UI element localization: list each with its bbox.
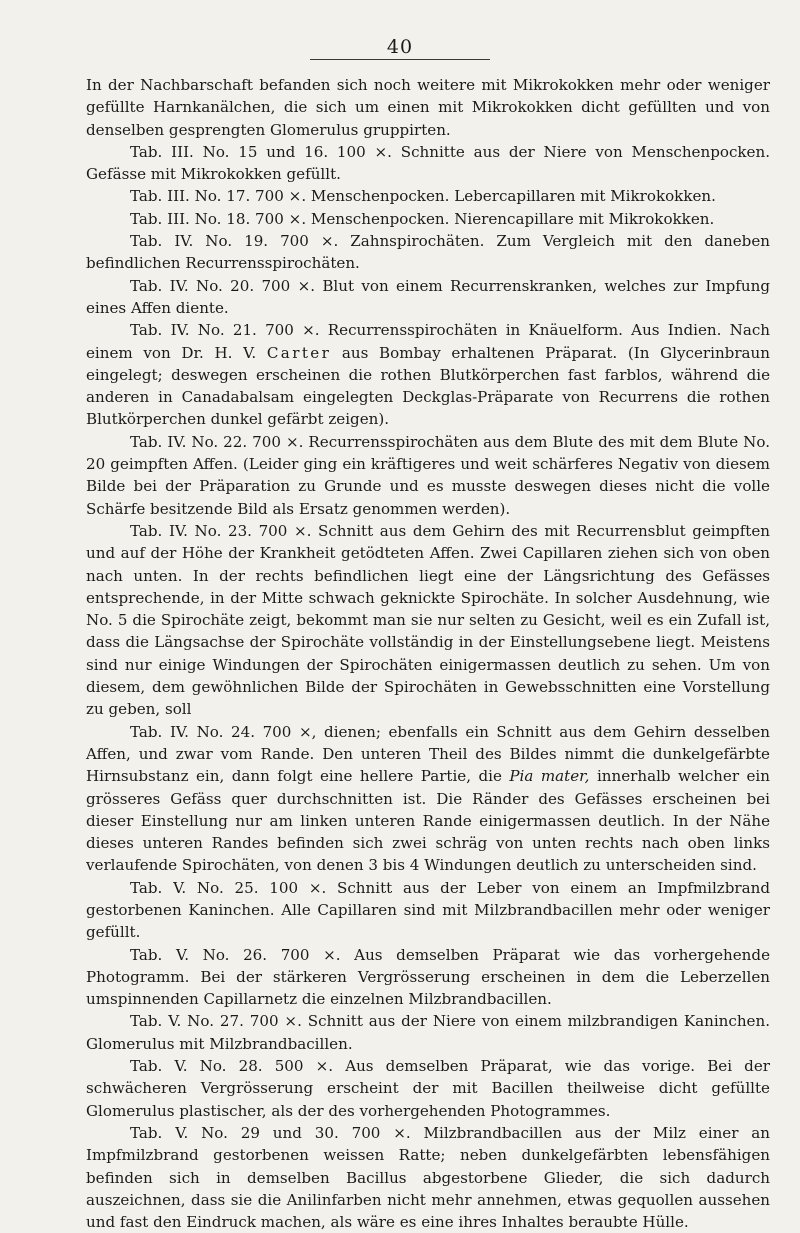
paragraph: Tab. IV. No. 23. 700 ×. Schnitt aus dem Gehirn des mit Recurrensblut geimpften und auf der Höhe der Krankheit getödteten Affen. Zwei Capillaren ziehen sich von oben nach unten. In der rechts befindlichen liegt eine der Längsrichtung des Gefässes entsprechende, in der Mitte schwach geknickte Spirochäte. In solcher Ausdehnung, wie No. 5 die Spirochäte zeigt, bekommt man sie nur selten zu Gesicht, weil es ein Zufall ist, dass die Längsachse der Spirochäte vollständig in der Einstellungsebene liegt. Meistens sind nur einige Windungen der Spirochäten einigermassen deutlich zu sehen. Um von diesem, dem gewöhnlichen Bilde der Spirochäten in Gewebsschnitten eine Vorstellung zu geben, soll	[86, 521, 770, 719]
paragraph: Tab. IV. No. 19. 700 ×. Zahnspirochäten. Zum Vergleich mit den daneben befindlichen Recurrensspirochäten.	[86, 232, 770, 273]
paragraph: Tab. III. No. 17. 700 ×. Menschenpocken. Lebercapillaren mit Mikrokokken.	[130, 187, 716, 206]
paragraph: Tab. IV. No. 22. 700 ×. Recurrensspirochäten aus dem Blute des mit dem Blute No. 20 geimpften Affen. (Leider ging ein kräftigeres und weit schärferes Negativ von diesem Bilde bei der Präparation zu Grunde und es musste deswegen dieses nicht die volle Schärfe besitzende Bild als Ersatz genommen werden).	[86, 432, 770, 518]
paragraph-text: innerhalb welcher ein grösseres Gefäss quer durchschnitten ist. Die Ränder des Gefässes erscheinen bei dieser Einstellung nur am linken unteren Rande einigermassen deutlich. In der Nähe dieses unteren Randes befinden sich zwei schräg von unten rechts nach oben links verlaufende Spirochäten, von denen 3 bis 4 Windungen deutlich zu unterscheiden sind.	[86, 767, 770, 875]
author-name-spaced: Carter	[266, 343, 332, 362]
paragraph: Tab. V. No. 27. 700 ×. Schnitt aus der Niere von einem milzbrandigen Kaninchen. Glomerulus mit Milzbrandbacillen.	[86, 1012, 770, 1053]
paragraph-text: Tab. IV. No. 21. 700 ×. Recurrensspirochäten in Knäuelform. Aus Indien. Nach einem von Dr. H. V.	[86, 321, 770, 362]
paragraph: Tab. V. No. 26. 700 ×. Aus demselben Präparat wie das vorhergehende Photogramm. Bei der stärkeren Vergrösserung erscheinen in dem die Leberzellen umspinnenden Capillarnetz die einzelnen Milzbrandbacillen.	[86, 945, 770, 1009]
paragraph-text: aus Bombay erhaltenen Präparat. (In Glycerinbraun eingelegt; deswegen erscheinen die rothen Blutkörperchen fast farblos, während die anderen in Canadabalsam eingelegten Deckglas-Präparate von Recurrens die rothen Blutkörperchen dunkel gefärbt zeigen).	[86, 343, 770, 429]
page-number: 40	[0, 36, 800, 58]
paragraph: Tab. V. No. 28. 500 ×. Aus demselben Präparat, wie das vorige. Bei der schwächeren Vergrösserung erscheint der mit Bacillen theilweise dicht gefüllte Glomerulus plastischer, als der des vorhergehenden Photogrammes.	[86, 1057, 770, 1120]
paragraph: In der Nachbarschaft befanden sich noch weitere mit Mikrokokken mehr oder weniger gefüllte Harnkanälchen, die sich um einen mit Mikrokokken dicht gefüllten und von denselben gesprengten Glomerulus gruppirten.	[86, 76, 770, 139]
paragraph: Tab. V. No. 29 und 30. 700 ×. Milzbrandbacillen aus der Milz einer an Impfmilzbrand gestorbenen weissen Ratte; neben dunkelgefärbten lebensfähigen befinden sich in demselben Bacillus abgestorbene Glieder, die sich dadurch auszeichnen, dass sie die Anilinfarben nicht mehr annehmen, etwas gequollen aussehen und fast den Eindruck machen, als wäre es eine ihres Inhaltes beraubte Hülle.	[86, 1123, 770, 1232]
paragraph	[86, 721, 770, 877]
paragraph: Tab. V. No. 25. 100 ×. Schnitt aus der Leber von einem an Impfmilzbrand gestorbenen Kaninchen. Alle Capillaren sind mit Milzbrandbacillen mehr oder weniger gefüllt.	[86, 878, 770, 942]
paragraph: Tab. IV. No. 20. 700 ×. Blut von einem Recurrenskranken, welches zur Impfung eines Affen diente.	[86, 276, 770, 317]
paragraph	[86, 319, 770, 430]
paragraph-text: Tab. IV. No. 24. 700 ×, dienen; ebenfalls ein Schnitt aus dem Gehirn desselben Affen, und zwar vom Rande. Den unteren Theil des Bildes nimmt die dunkelgefärbte Hirnsubstanz ein, dann folgt eine hellere Partie, die	[86, 722, 770, 786]
paragraph: Tab. III. No. 15 und 16. 100 ×. Schnitte aus der Niere von Menschenpocken. Gefässe mit Mikrokokken gefüllt.	[86, 142, 770, 184]
italic-term: Pia mater,	[509, 767, 590, 786]
body-text	[86, 74, 770, 1233]
paragraph: Tab. III. No. 18. 700 ×. Menschenpocken. Nierencapillare mit Mikrokokken.	[130, 209, 715, 228]
